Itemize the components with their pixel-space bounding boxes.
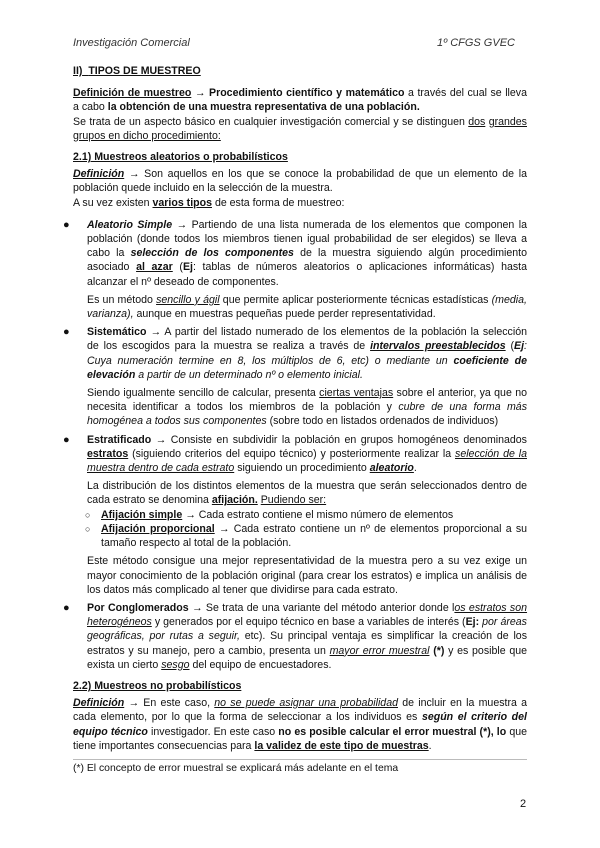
section-number: II) — [73, 65, 83, 77]
page-number: 2 — [520, 798, 527, 810]
list-item-estratificado: ● Estratificado → Consiste en subdividir la población en grupos homogéneos denominados estratos (siguiendo criterios del equipo técnico) y posteriormente realizar la selección de la muestra dentro de cada estrato siguiendo un procedimiento aleatorio. La distribución de los distintos elementos de la muestra que serán seleccionados dentro de cada estrato se denomina afijación. Pudiendo ser: ○ Afijación simple → Cada estrato contiene el mismo número de elementos ○ Afijación proporcional → Cada estrato contiene un nº de elementos proporcional a su tamaño respecto al total de la población. Este método consigue una mejor representatividad de la muestra pero a su vez exige un mayor conocimiento de la población original (para crear los estratos) e implica un análisis de los datos más complicado al tener que dividirse para cada estrato. — [63, 433, 528, 596]
bullet-icon: ● — [63, 326, 70, 339]
document-body — [63, 64, 528, 776]
intro-paragraph: Se trata de un aspecto básico en cualquier investigación comercial y se distinguen dos grandes grupos en dicho procedimiento: — [73, 115, 527, 142]
bullet-icon: ● — [63, 218, 70, 231]
list-item-conglomerados: ● Por Conglomerados → Se trata de una variante del método anterior donde los estratos son heterogéneos y generados por el equipo técnico en base a variables de interés (Ej: por áreas geográficas, por rutas a seguir, etc). Su principal ventaja es simplificar la creación de los estratos y su manejo, pero a cambio, presenta un mayor error muestral (*) y es posible que exista un cierto sesgo del equipo de encuestadores. — [63, 601, 528, 671]
section-heading — [73, 64, 527, 78]
sub-item-afijacion-simple: ○ Afijación simple → Cada estrato contiene el mismo número de elementos — [85, 508, 454, 521]
circle-bullet-icon: ○ — [85, 509, 91, 520]
s22-definition: Definición → En este caso, no se puede asignar una probabilidad de incluir en la muestra a cada elemento, por lo que la forma de seleccionar a los individuos es según el criterio del equipo técnico investigador. En este caso no es posible calcular el error muestral (*), lo que tiene importantes consecuencias para la validez de este tipo de muestras. — [73, 697, 527, 752]
bullet-icon: ● — [63, 433, 70, 446]
list-item-sistematico: ● Sistemático → A partir del listado numerado de los elementos de la población la selección de los escogidos para la muestra se realiza a través de intervalos preestablecidos (Ej: Cuya numeración termine en 8, los múltiplos de 6, etc) o mediante un coeficiente de elevación a partir de un determinado nº o elemento inicial. Siendo igualmente sencillo de calcular, presenta ciertas ventajas sobre el anterior, ya que no necesita identificar a todos los miembros de la población y cubre de una forma más homogénea a todos sus componentes (sobre todo en listados ordenados de individuos) — [63, 326, 527, 428]
s21-types-intro: A su vez existen varios tipos de esta forma de muestreo: — [73, 196, 345, 209]
sub-item-afijacion-proporcional: ○ Afijación proporcional → Cada estrato contiene un nº de elementos proporcional a su tamaño respecto al total de la población. — [85, 522, 528, 550]
circle-bullet-icon: ○ — [85, 523, 91, 534]
intro-definition: Definición de muestreo → Procedimiento científico y matemático a través del cual se lleva a cabo la obtención de una muestra representativa de una población. — [73, 87, 527, 114]
footnote: (*) El concepto de error muestral se explicará más adelante en el tema — [73, 759, 527, 776]
bullet-icon: ● — [63, 601, 70, 614]
header-left: Investigación Comercial — [73, 37, 190, 49]
header-right: 1º CFGS GVEC — [437, 37, 515, 49]
s21-definition: Definición → Son aquellos en los que se conoce la probabilidad de que un elemento de la población quede incluido en la selección de la muestra. — [73, 168, 527, 195]
subsection-2-1-title: 2.1) Muestreos aleatorios o probabilísticos — [73, 151, 288, 164]
subsection-2-2-title: 2.2) Muestreos no probabilísticos — [73, 679, 242, 692]
section-title: TIPOS DE MUESTREO — [88, 65, 201, 77]
list-item-aleatorio-simple: ● Aleatorio Simple → Partiendo de una lista numerada de los elementos que componen la población (donde todos los miembros tienen igual probabilidad de ser elegidos) se lleva a cabo la selección de los componentes de la muestra siguiendo algún procedimiento asociado al azar (Ej: tablas de números aleatorios o aplicaciones informáticas) hasta alcanzar el nº deseado de componentes. Es un método sencillo y ágil que permite aplicar posteriormente técnicas estadísticas (media, varianza), aunque en muestras pequeñas puede perder representatividad. — [63, 218, 528, 321]
